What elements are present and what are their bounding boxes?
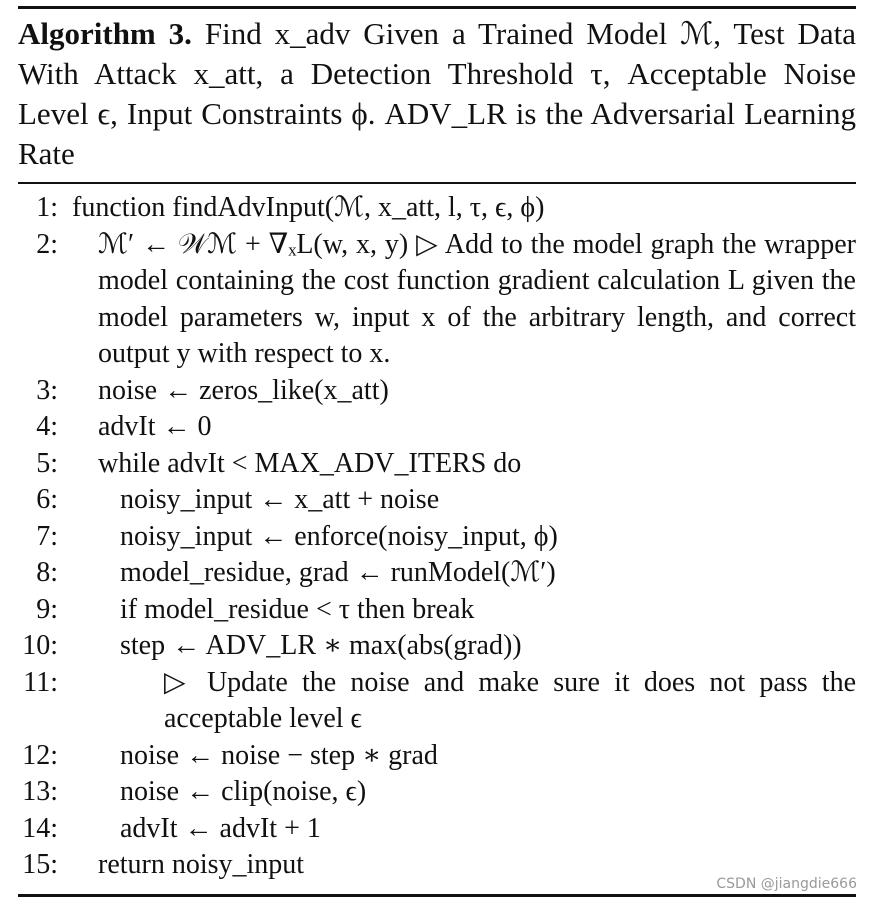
algorithm-line <box>18 592 856 629</box>
algorithm-line <box>18 555 856 592</box>
algorithm-lines <box>18 190 856 884</box>
line-text: ▷ Update the noise and make sure it does not pass the acceptable level ϵ <box>164 666 856 734</box>
line-text: advIt ← advIt + 1 <box>120 812 321 844</box>
algorithm-line <box>18 519 856 556</box>
line-number: 14: <box>22 812 58 844</box>
line-text: noise ← noise − step ∗ grad <box>120 739 438 771</box>
line-text: while advIt < MAX_ADV_ITERS do <box>98 447 522 479</box>
line-number: 13: <box>22 776 58 807</box>
caption-rule <box>18 182 856 184</box>
caption-text: Find x_adv Given a Trained Model ℳ, Test Data With Attack x_att, a Detection Threshold τ, Acceptable Noise Level ϵ, Input Constraints ϕ. ADV_LR is the Adversarial Learning Rate <box>18 16 857 171</box>
line-text: return noisy_input <box>98 849 305 880</box>
algorithm-line <box>18 628 856 665</box>
line-number: 6: <box>36 484 58 515</box>
line-text: noisy_input ← x_att + noise <box>120 484 440 515</box>
line-number: 5: <box>36 447 58 479</box>
caption-label: Algorithm 3. <box>18 16 192 51</box>
algorithm-block <box>18 0 856 897</box>
line-number: 12: <box>22 739 58 771</box>
algorithm-line <box>18 190 856 227</box>
watermark-text: CSDN @jiangdie666 <box>716 876 857 892</box>
algorithm-line <box>18 811 856 848</box>
algorithm-line <box>18 738 856 775</box>
algorithm-line <box>18 482 856 519</box>
algorithm-line <box>18 409 856 446</box>
line-number: 9: <box>36 593 58 625</box>
line-number: 10: <box>22 630 58 661</box>
algorithm-line <box>18 227 856 373</box>
line-number: 2: <box>36 228 58 260</box>
algorithm-line <box>18 774 856 811</box>
line-text: function findAdvInput(ℳ, x_att, l, τ, ϵ, ϕ) <box>72 192 545 223</box>
algorithm-line <box>18 446 856 483</box>
line-number: 1: <box>36 192 58 223</box>
line-text: noise ← zeros_like(x_att) <box>98 374 389 406</box>
line-text: if model_residue < τ then break <box>120 593 475 625</box>
algorithm-caption <box>18 14 856 174</box>
line-text: model_residue, grad ← runModel(ℳ′) <box>120 557 556 588</box>
line-number: 11: <box>23 666 58 698</box>
bottom-rule <box>18 894 856 897</box>
line-text: ℳ′ ← 𝒲ℳ + ∇ₓL(w, x, y) ▷ Add to the model graph the wrapper model containing the cost function gradient calculation L given the model parameters w, input x of the arbitrary length, and correct output y with respect to x. <box>98 228 856 369</box>
line-number: 15: <box>22 849 58 880</box>
line-text: noise ← clip(noise, ϵ) <box>120 776 367 807</box>
line-number: 8: <box>36 557 58 588</box>
line-number: 4: <box>36 411 58 442</box>
line-text: step ← ADV_LR ∗ max(abs(grad)) <box>120 630 522 661</box>
line-number: 7: <box>36 520 58 552</box>
top-rule <box>18 6 856 9</box>
algorithm-line <box>18 665 856 738</box>
line-text: advIt ← 0 <box>98 411 212 442</box>
line-number: 3: <box>36 374 58 406</box>
algorithm-line <box>18 373 856 410</box>
line-text: noisy_input ← enforce(noisy_input, ϕ) <box>120 520 558 552</box>
